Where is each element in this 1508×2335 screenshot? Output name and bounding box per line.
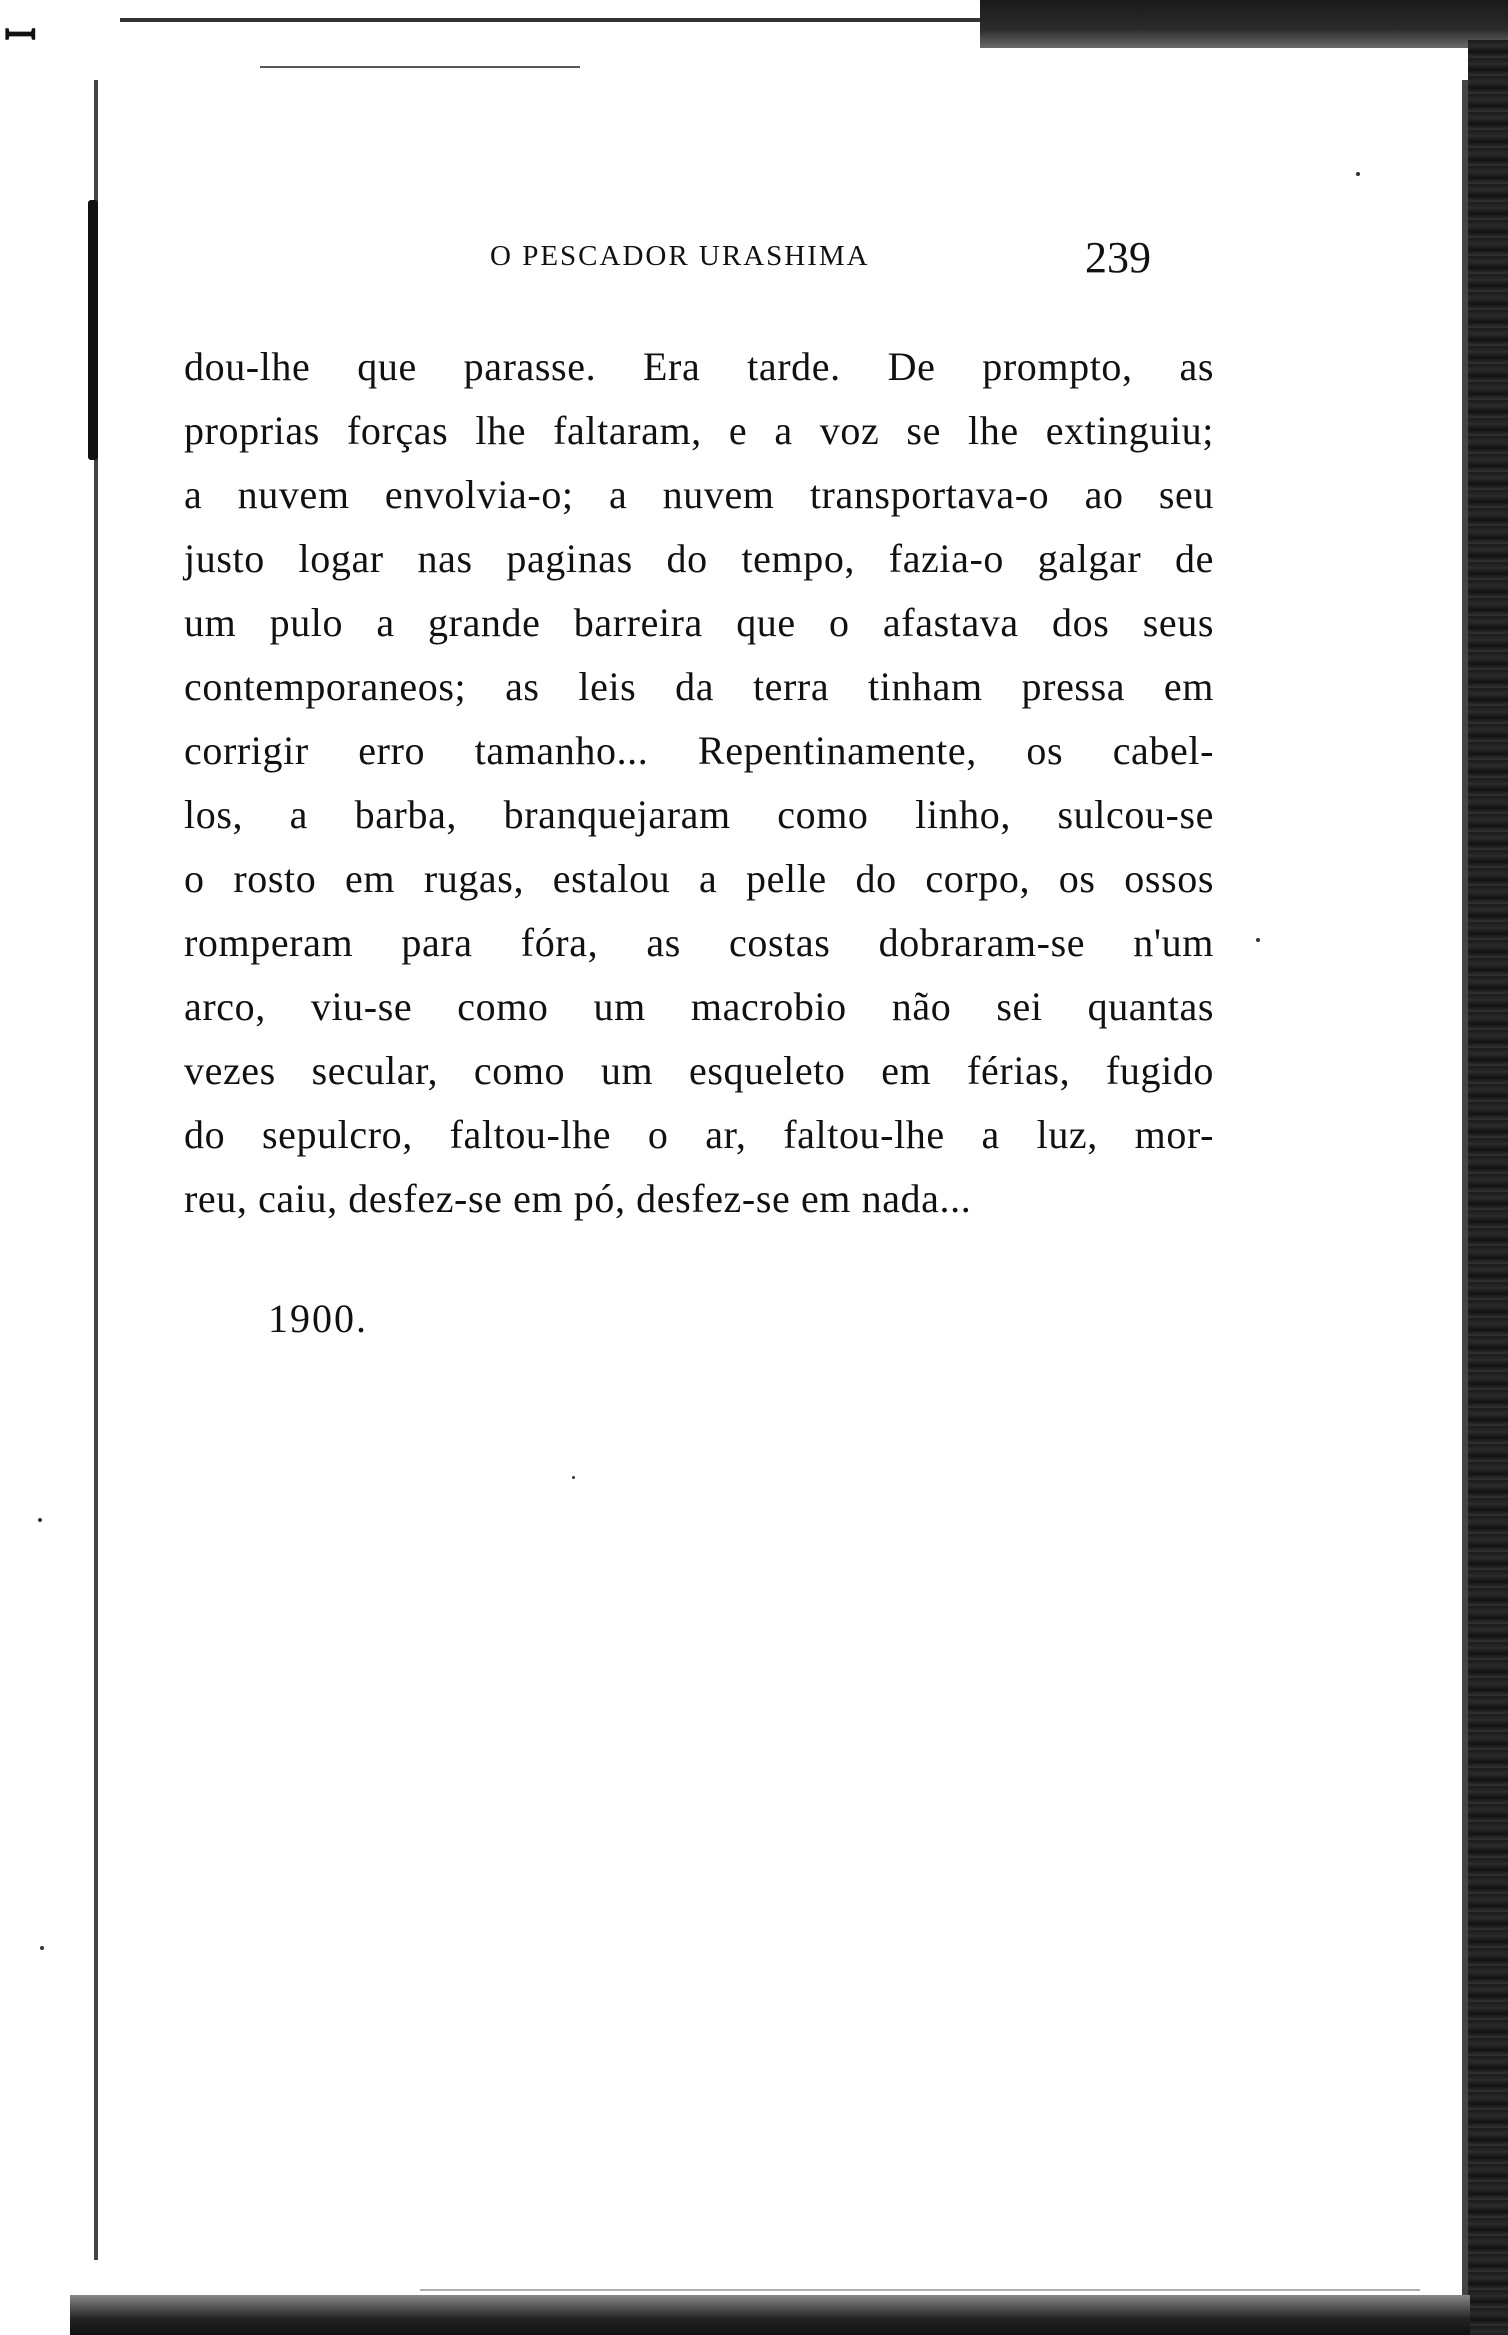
text-line: romperam para fóra, as costas dobraram-se n'um	[184, 920, 1214, 965]
scan-corner-mark: ꟷ	[4, 13, 33, 58]
running-head-title: O PESCADOR URASHIMA	[490, 240, 870, 272]
page-number: 239	[1085, 233, 1151, 282]
text-line: a nuvem envolvia-o; a nuvem transportava-o ao seu	[184, 472, 1214, 517]
scan-right-shadow	[1468, 40, 1508, 2335]
text-line: corrigir erro tamanho... Repentinamente, os cabel-	[184, 728, 1214, 773]
text-line: arco, viu-se como um macrobio não sei quantas	[184, 984, 1214, 1029]
text-line-last: reu, caiu, desfez-se em pó, desfez-se em nada...	[184, 1176, 972, 1221]
scan-speck	[40, 1946, 44, 1950]
text-line: um pulo a grande barreira que o afastava dos seus	[184, 600, 1214, 645]
text-line: justo logar nas paginas do tempo, fazia-o galgar de	[184, 536, 1214, 581]
scan-bottom-shadow	[70, 2295, 1470, 2335]
scan-top-rule	[260, 66, 580, 68]
text-line: do sepulcro, faltou-lhe o ar, faltou-lhe a luz, mor-	[184, 1112, 1214, 1157]
scan-bottom-rule	[420, 2289, 1420, 2291]
scan-speck	[572, 1476, 575, 1479]
scan-speck	[1256, 938, 1260, 942]
scan-left-shadow	[88, 200, 98, 460]
text-line: dou-lhe que parasse. Era tarde. De prompto, as	[184, 344, 1214, 389]
scan-speck	[1356, 172, 1360, 176]
text-line: contemporaneos; as leis da terra tinham pressa em	[184, 664, 1214, 709]
scan-speck	[38, 1518, 42, 1522]
scan-right-edge	[1462, 80, 1468, 2320]
scan-top-shadow	[980, 0, 1508, 48]
scan-top-edge	[120, 18, 980, 22]
running-head	[180, 232, 1220, 292]
text-line: o rosto em rugas, estalou a pelle do corpo, os ossos	[184, 856, 1214, 901]
date-line: 1900.	[268, 1296, 368, 1341]
text-line: vezes secular, como um esqueleto em férias, fugido	[184, 1048, 1214, 1093]
body-text	[184, 335, 1214, 1231]
text-line: los, a barba, branquejaram como linho, sulcou-se	[184, 792, 1214, 837]
text-line: proprias forças lhe faltaram, e a voz se lhe extinguiu;	[184, 408, 1214, 453]
